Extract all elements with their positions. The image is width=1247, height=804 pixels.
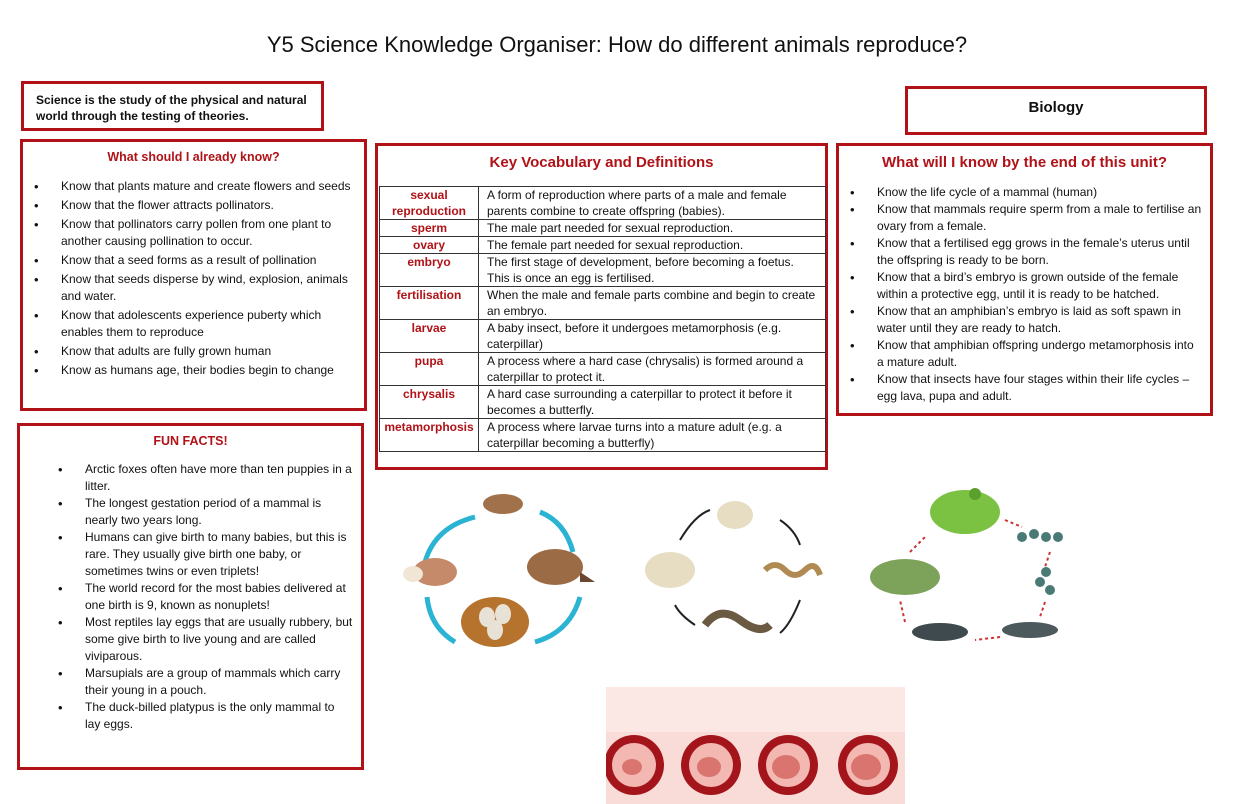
science-definition-text: Science is the study of the physical and natural world through the testing of theories.: [36, 93, 307, 123]
list-item: • Know that plants mature and create flowers and seeds: [61, 178, 356, 195]
prior-knowledge-heading: What should I already know?: [107, 150, 280, 164]
list-item: • Know that pollinators carry pollen from one plant to another causing pollination to occur.: [61, 216, 356, 250]
science-definition-box: [21, 81, 324, 131]
prior-knowledge-list: [23, 178, 364, 379]
vocabulary-heading: Key Vocabulary and Definitions: [489, 154, 714, 171]
vocab-definition: The female part needed for sexual reproduction.: [479, 237, 826, 254]
list-item: • The longest gestation period of a mammal is nearly two years long.: [85, 495, 353, 529]
vocab-term: larvae: [380, 320, 479, 353]
vocab-term: pupa: [380, 353, 479, 386]
vocab-term: sperm: [380, 220, 479, 237]
table-row: [380, 353, 826, 386]
vocab-definition: When the male and female parts combine and begin to create an embryo.: [479, 287, 826, 320]
table-row: [380, 419, 826, 452]
vocab-term: ovary: [380, 237, 479, 254]
table-row: [380, 220, 826, 237]
vocab-definition: A baby insect, before it undergoes metamorphosis (e.g. caterpillar): [479, 320, 826, 353]
list-item: • Know as humans age, their bodies begin to change: [61, 362, 356, 379]
vocab-term: fertilisation: [380, 287, 479, 320]
prior-knowledge-box: [20, 139, 367, 411]
list-item: • Know that adults are fully grown human: [61, 343, 356, 360]
list-item: • Know that mammals require sperm from a male to fertilise an ovary from a female.: [877, 201, 1202, 235]
table-row: [380, 386, 826, 419]
list-item: • The world record for the most babies delivered at one birth is 9, known as nonuplets!: [85, 580, 353, 614]
vocabulary-table: [379, 186, 826, 452]
list-item: • Know that adolescents experience puberty which enables them to reproduce: [61, 307, 356, 341]
page-title: Y5 Science Knowledge Organiser: How do different animals reproduce?: [266, 32, 968, 57]
vocab-definition: A process where larvae turns into a mature adult (e.g. a caterpillar becoming a butterfly): [479, 419, 826, 452]
subject-label: Biology: [1028, 99, 1084, 116]
list-item: • Know that seeds disperse by wind, explosion, animals and water.: [61, 271, 356, 305]
fun-facts-heading: FUN FACTS!: [153, 434, 228, 448]
subject-box: [905, 86, 1207, 135]
table-row: [380, 187, 826, 220]
human-foetus-development-image: [606, 687, 905, 804]
learning-outcomes-list: [839, 184, 1210, 405]
list-item: • Most reptiles lay eggs that are usually rubbery, but some give birth to live young and are called viviparous.: [85, 614, 353, 665]
table-row: [380, 287, 826, 320]
list-item: • Know that a fertilised egg grows in the female’s uterus until the offspring is ready to be born.: [877, 235, 1202, 269]
snake-life-cycle-image: [640, 495, 830, 660]
list-item: • Know that a bird’s embryo is grown outside of the female within a protective egg, until it is ready to be hatched.: [877, 269, 1202, 303]
list-item: • Humans can give birth to many babies, but this is rare. They usually give birth one baby, or sometimes twins or even triplets!: [85, 529, 353, 580]
fun-facts-list: [20, 461, 361, 733]
frog-life-cycle-image: [850, 482, 1090, 657]
vocab-term: metamorphosis: [380, 419, 479, 452]
list-item: • Know that a seed forms as a result of pollination: [61, 252, 356, 269]
table-row: [380, 320, 826, 353]
vocab-definition: The first stage of development, before becoming a foetus. This is once an egg is fertilised.: [479, 254, 826, 287]
list-item: • Know that an amphibian’s embryo is laid as soft spawn in water until they are ready to hatch.: [877, 303, 1202, 337]
table-row: [380, 254, 826, 287]
vocab-definition: A hard case surrounding a caterpillar to protect it before it becomes a butterfly.: [479, 386, 826, 419]
vocab-term: sexual reproduction: [380, 187, 479, 220]
list-item: • The duck-billed platypus is the only mammal to lay eggs.: [85, 699, 353, 733]
fun-facts-box: [17, 423, 364, 770]
vocab-term: embryo: [380, 254, 479, 287]
list-item: • Know the life cycle of a mammal (human): [877, 184, 1202, 201]
vocab-term: chrysalis: [380, 386, 479, 419]
list-item: • Arctic foxes often have more than ten puppies in a litter.: [85, 461, 353, 495]
list-item: • Know that insects have four stages within their life cycles – egg lava, pupa and adult.: [877, 371, 1202, 405]
vocab-definition: A form of reproduction where parts of a male and female parents combine to create offspring (babies).: [479, 187, 826, 220]
table-row: [380, 237, 826, 254]
learning-outcomes-box: [836, 143, 1213, 416]
list-item: • Know that amphibian offspring undergo metamorphosis into a mature adult.: [877, 337, 1202, 371]
list-item: • Know that the flower attracts pollinators.: [61, 197, 356, 214]
vocab-definition: A process where a hard case (chrysalis) is formed around a caterpillar to protect it.: [479, 353, 826, 386]
bird-life-cycle-image: [395, 482, 610, 662]
learning-outcomes-heading: What will I know by the end of this unit?: [882, 154, 1167, 171]
vocab-definition: The male part needed for sexual reproduction.: [479, 220, 826, 237]
vocabulary-box: [375, 143, 828, 470]
list-item: • Marsupials are a group of mammals which carry their young in a pouch.: [85, 665, 353, 699]
